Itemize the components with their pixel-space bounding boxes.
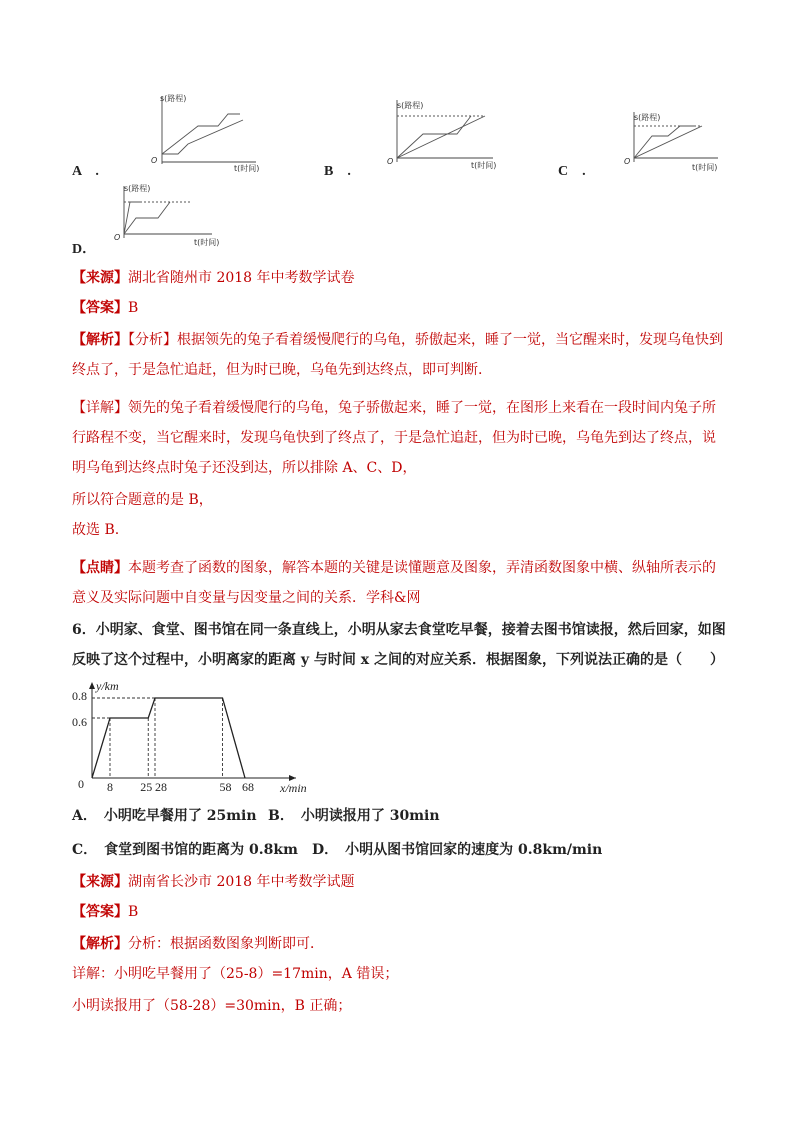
x-tick-8: 8: [107, 780, 113, 794]
rabbit-line: [162, 114, 240, 154]
xlabel: t(时间): [692, 163, 718, 172]
graph-b: [385, 96, 505, 174]
q5-analysis-line-2: 终点了，于是急忙追赶，但为时已晚，乌龟先到达终点，即可判断.: [72, 362, 483, 378]
q6-option-a: A． 小明吃早餐用了 25min: [72, 808, 257, 824]
guide-lines: [92, 698, 223, 778]
ylabel: s(路程): [397, 101, 424, 110]
q6-analysis-line-1: 【解析】分析：根据函数图象判断即可．: [72, 936, 324, 952]
x-tick-labels: [107, 780, 254, 794]
q5-detail-line-1: 【详解】领先的兔子看着缓慢爬行的乌龟，兔子骄傲起来，睡了一觉，在图形上来看在一段时间内兔子所: [72, 400, 716, 416]
origin: O: [151, 156, 158, 165]
q5-detail-line-2: 行路程不变，当它醒来时，发现乌龟快到了终点了，于是急忙追赶，但为时已晚，乌龟先到达了终点，说: [72, 430, 716, 446]
option-c-label: C .: [558, 164, 586, 179]
origin: O: [387, 157, 394, 166]
q6-analysis-line-2: 详解：小明吃早餐用了（25-8）=17min，A 错误；: [72, 966, 399, 982]
q6-option-c: C． 食堂到图书馆的距离为 0.8km: [72, 842, 298, 858]
origin: O: [114, 233, 121, 242]
q5-detail-line-5: 故选 B.: [72, 522, 120, 538]
xlabel: t(时间): [234, 164, 260, 172]
x-tick-25: 25: [140, 780, 153, 794]
graph-a: [148, 92, 260, 172]
x-tick-68: 68: [242, 780, 254, 794]
q5-analysis-line-1: 【解析】【分析】根据领先的兔子看着缓慢爬行的乌龟，骄傲起来，睡了一觉，当它醒来时，发现乌龟快到: [72, 332, 723, 348]
y-axis-label: y/km: [96, 679, 119, 693]
xlabel: t(时间): [471, 161, 497, 170]
ylabel: s(路程): [160, 94, 187, 103]
y-axis-arrow: [89, 682, 95, 689]
q5-answer-line: 【答案】B: [72, 300, 139, 316]
origin: O: [624, 157, 631, 166]
y-tick-0.6: 0.6: [72, 715, 87, 729]
graph-c: [622, 108, 722, 174]
ylabel: s(路程): [124, 184, 151, 193]
q5-point-line-2: 意义及实际问题中自变量与因变量之间的关系．学科&网: [72, 590, 421, 606]
graph-d: [110, 182, 222, 250]
option-b-label: B .: [324, 164, 351, 179]
tortoise-line: [397, 116, 485, 158]
q6-question-line-2: 反映了这个过程中，小明离家的距离 y 与时间 x 之间的对应关系．根据图象，下列说法正确的是（ ）: [72, 652, 724, 668]
q6-option-d: D． 小明从图书馆回家的速度为 0.8km/min: [312, 842, 603, 858]
q6-distance-time-chart: [70, 676, 330, 796]
y-tick-0.8: 0.8: [72, 689, 87, 703]
x-tick-58: 58: [219, 780, 232, 794]
tortoise-line: [162, 120, 243, 154]
tortoise-line: [634, 126, 702, 158]
rabbit-line: [124, 202, 170, 234]
q5-point-line-1: 【点睛】本题考查了函数的图象，解答本题的关键是读懂题意及图象，弄清函数图象中横、纵轴所表示的: [72, 560, 716, 576]
x-tick-28: 28: [155, 780, 167, 794]
q6-option-b: B． 小明读报用了 30min: [268, 808, 440, 824]
rabbit-line: [634, 126, 694, 158]
q5-source-line: 【来源】湖北省随州市 2018 年中考数学试卷: [72, 270, 355, 286]
q6-analysis-line-3: 小明读报用了（58-28）=30min，B 正确；: [72, 998, 352, 1014]
q6-question-line-1: 6．小明家、食堂、图书馆在同一条直线上，小明从家去食堂吃早餐，接着去图书馆读报，然后回家，如图: [72, 622, 726, 638]
ylabel: s(路程): [634, 113, 661, 122]
x-axis-label: x/min: [280, 781, 307, 795]
q5-detail-line-4: 所以符合题意的是 B，: [72, 492, 213, 508]
y-tick-labels: [72, 689, 87, 729]
option-a-label: A .: [72, 164, 99, 179]
xlabel: t(时间): [194, 238, 220, 247]
rabbit-line: [397, 116, 471, 158]
q5-detail-line-3: 明乌龟到达终点时兔子还没到达，所以排除 A、C、D，: [72, 460, 417, 476]
q6-answer-line: 【答案】B: [72, 904, 139, 920]
origin-label: 0: [78, 777, 84, 791]
option-d-label: D．: [72, 242, 97, 257]
q6-source-line: 【来源】湖南省长沙市 2018 年中考数学试题: [72, 874, 355, 890]
